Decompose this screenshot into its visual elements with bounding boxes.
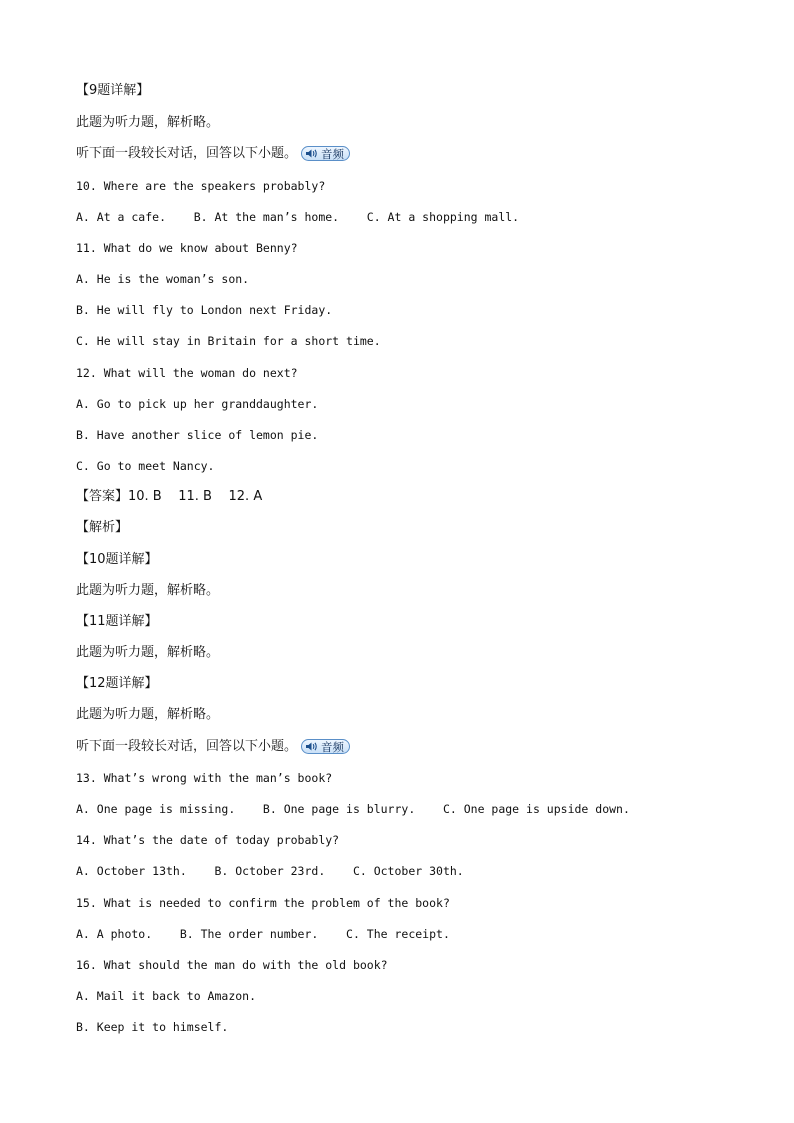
- question-11: 11. What do we know about Benny?: [76, 241, 298, 255]
- instruction-text: 听下面一段较长对话，回答以下小题。: [76, 146, 298, 161]
- instruction-text: 听下面一段较长对话，回答以下小题。: [76, 739, 298, 754]
- option-12a: A. Go to pick up her granddaughter.: [76, 397, 319, 411]
- option-11b: B. He will fly to London next Friday.: [76, 303, 333, 317]
- section-heading-q12: 【12题详解】: [76, 676, 158, 691]
- option-12c: C. Go to meet Nancy.: [76, 459, 215, 473]
- audio-label: 音频: [321, 146, 345, 161]
- question-10: 10. Where are the speakers probably?: [76, 179, 326, 193]
- audio-button[interactable]: [301, 146, 350, 161]
- option-16a: A. Mail it back to Amazon.: [76, 989, 257, 1003]
- speaker-icon: [305, 741, 319, 752]
- question-15: 15. What is needed to confirm the problem of the book?: [76, 896, 450, 910]
- analysis-heading: 【解析】: [76, 520, 129, 535]
- section-heading-q9: 【9题详解】: [76, 83, 150, 98]
- question-12: 12. What will the woman do next?: [76, 366, 298, 380]
- option-16b: B. Keep it to himself.: [76, 1020, 229, 1034]
- option-11c: C. He will stay in Britain for a short time.: [76, 334, 381, 348]
- question-16: 16. What should the man do with the old book?: [76, 958, 388, 972]
- options-10: A. At a cafe. B. At the man’s home. C. At a shopping mall.: [76, 210, 520, 224]
- section-heading-q10: 【10题详解】: [76, 552, 158, 567]
- options-14: A. October 13th. B. October 23rd. C. October 30th.: [76, 864, 464, 878]
- options-13: A. One page is missing. B. One page is blurry. C. One page is upside down.: [76, 802, 630, 816]
- section-heading-q11: 【11题详解】: [76, 614, 158, 629]
- analysis-text: 此题为听力题，解析略。: [76, 115, 220, 130]
- question-13: 13. What’s wrong with the man’s book?: [76, 771, 333, 785]
- listening-instruction: [76, 146, 350, 162]
- question-14: 14. What’s the date of today probably?: [76, 833, 340, 847]
- options-15: A. A photo. B. The order number. C. The receipt.: [76, 927, 450, 941]
- option-12b: B. Have another slice of lemon pie.: [76, 428, 319, 442]
- analysis-text: 此题为听力题，解析略。: [76, 583, 220, 598]
- option-11a: A. He is the woman’s son.: [76, 272, 250, 286]
- answer-line: 【答案】10. B 11. B 12. A: [76, 489, 263, 504]
- audio-label: 音频: [321, 739, 345, 754]
- audio-button[interactable]: [301, 739, 350, 754]
- speaker-icon: [305, 148, 319, 159]
- analysis-text: 此题为听力题，解析略。: [76, 645, 220, 660]
- listening-instruction: [76, 739, 350, 755]
- analysis-text: 此题为听力题，解析略。: [76, 707, 220, 722]
